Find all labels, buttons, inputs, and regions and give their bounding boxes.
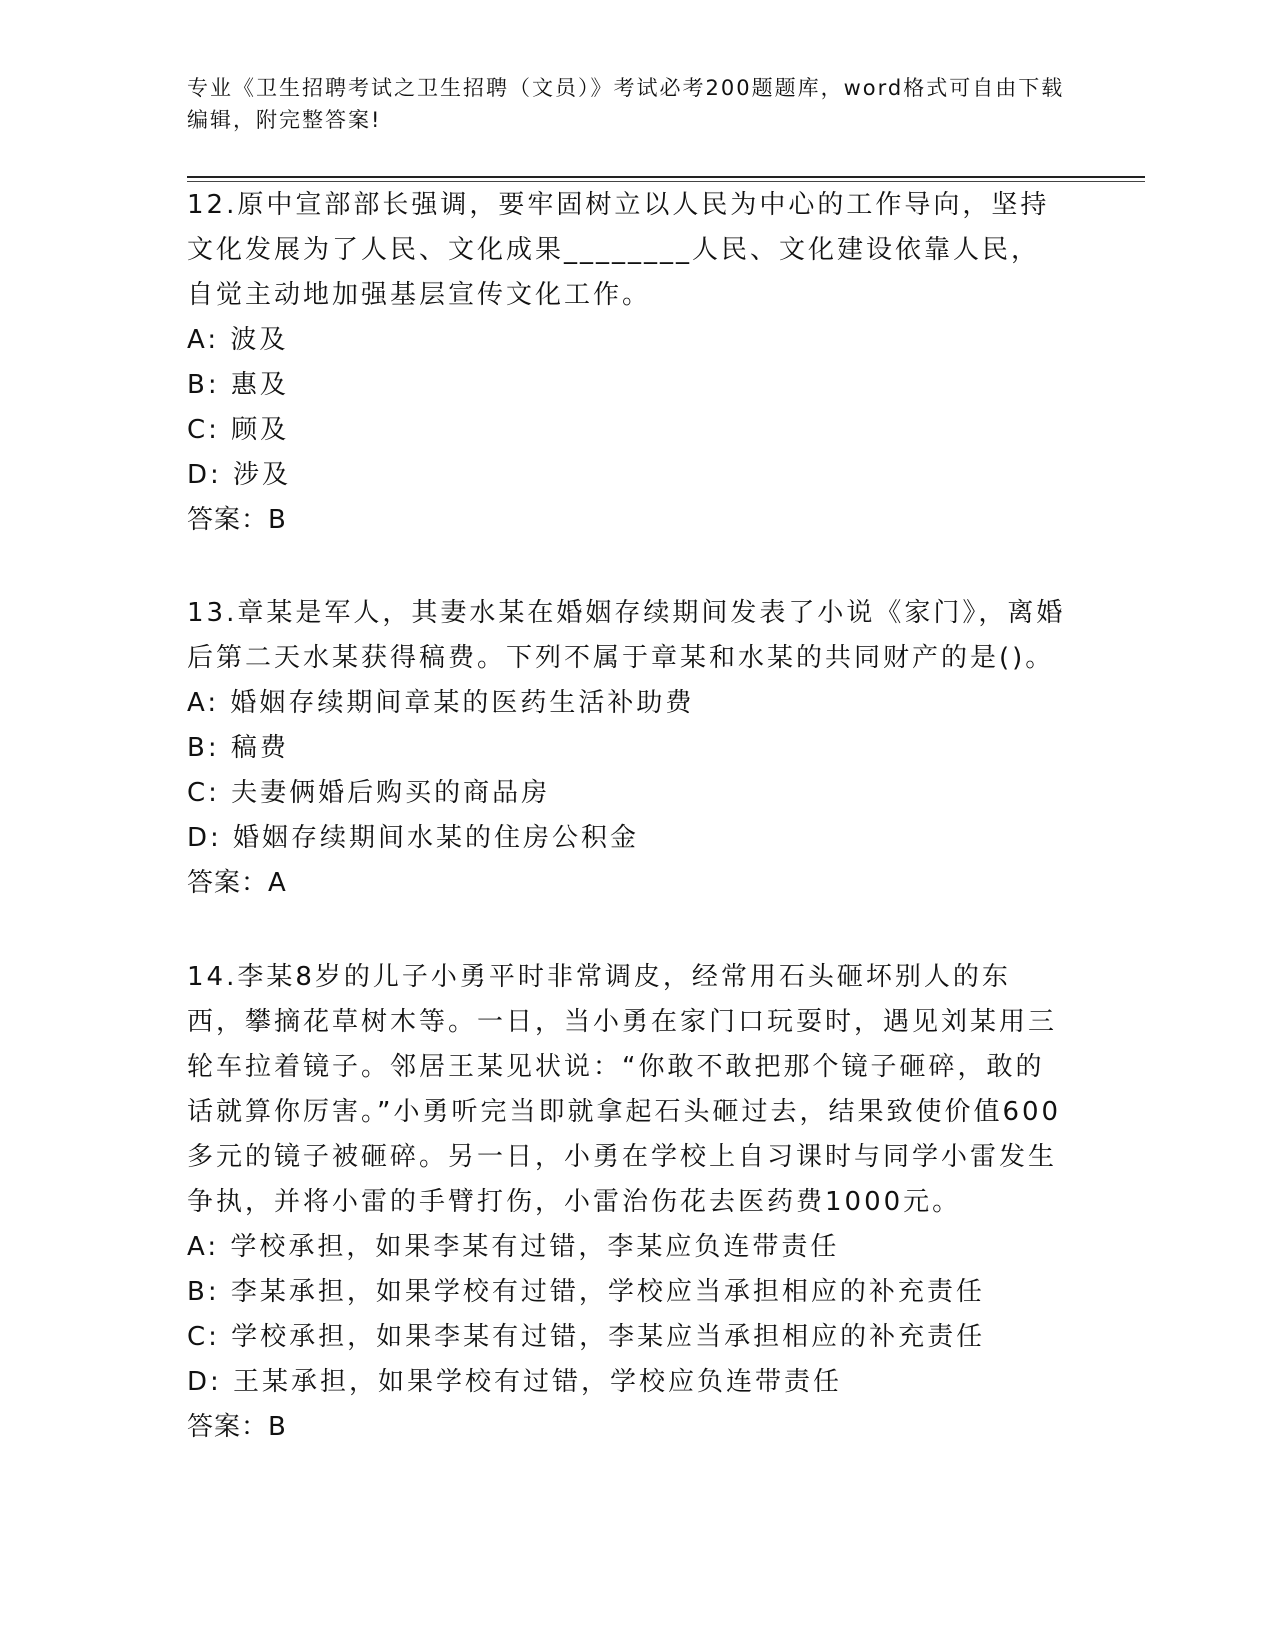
header-divider-thick (187, 176, 1145, 178)
option-a: A: 婚姻存续期间章某的医药生活补助费 (187, 688, 695, 718)
option-c: C: 顾及 (187, 415, 290, 445)
option-c: C: 夫妻俩婚后购买的商品房 (187, 778, 551, 808)
option-b: B: 稿费 (187, 733, 289, 763)
question-stem: 14.李某8岁的儿子小勇平时非常调皮，经常用石头砸坏别人的东西，攀摘花草树木等。一日，当小勇在家门口玩耍时，遇见刘某用三轮车拉着镜子。邻居王某见状说：“你敢不敢把那个镜子砸碎，敢的话就算你厉害。”小勇听完当即就拿起石头砸过去，结果致使价值600多元的镜子被砸碎。另一日，小勇在学校上自习课时与同学小雷发生争执，并将小雷的手臂打伤，小雷治伤花去医药费1000元。 (187, 962, 1062, 1217)
question-stem: 12.原中宣部部长强调，要牢固树立以人民为中心的工作导向，坚持文化发展为了人民、文化成果________人民、文化建设依靠人民，自觉主动地加强基层宣传文化工作。 (187, 190, 1050, 310)
option-d: D: 婚姻存续期间水某的住房公积金 (187, 823, 640, 853)
header-divider-thin (187, 181, 1145, 182)
document-header: 专业《卫生招聘考试之卫生招聘（文员）》考试必考200题题库，word格式可自由下载编辑，附完整答案! (187, 76, 1065, 132)
answer-line: 答案：B (187, 1412, 287, 1442)
option-d: D: 王某承担，如果学校有过错，学校应负连带责任 (187, 1367, 843, 1397)
question-14 (187, 955, 1067, 1450)
question-13 (187, 591, 1067, 906)
option-b: B: 惠及 (187, 370, 289, 400)
option-a: A: 学校承担，如果李某有过错，李某应负连带责任 (187, 1232, 840, 1262)
option-a: A: 波及 (187, 325, 289, 355)
question-stem: 13.章某是军人，其妻水某在婚姻存续期间发表了小说《家门》，离婚后第二天水某获得稿费。下列不属于章某和水某的共同财产的是()。 (187, 598, 1066, 673)
option-c: C: 学校承担，如果李某有过错，李某应当承担相应的补充责任 (187, 1322, 986, 1352)
answer-line: 答案：A (187, 868, 287, 898)
answer-line: 答案：B (187, 505, 287, 535)
question-12 (187, 183, 1067, 543)
option-d: D: 涉及 (187, 460, 292, 490)
option-b: B: 李某承担，如果学校有过错，学校应当承担相应的补充责任 (187, 1277, 985, 1307)
